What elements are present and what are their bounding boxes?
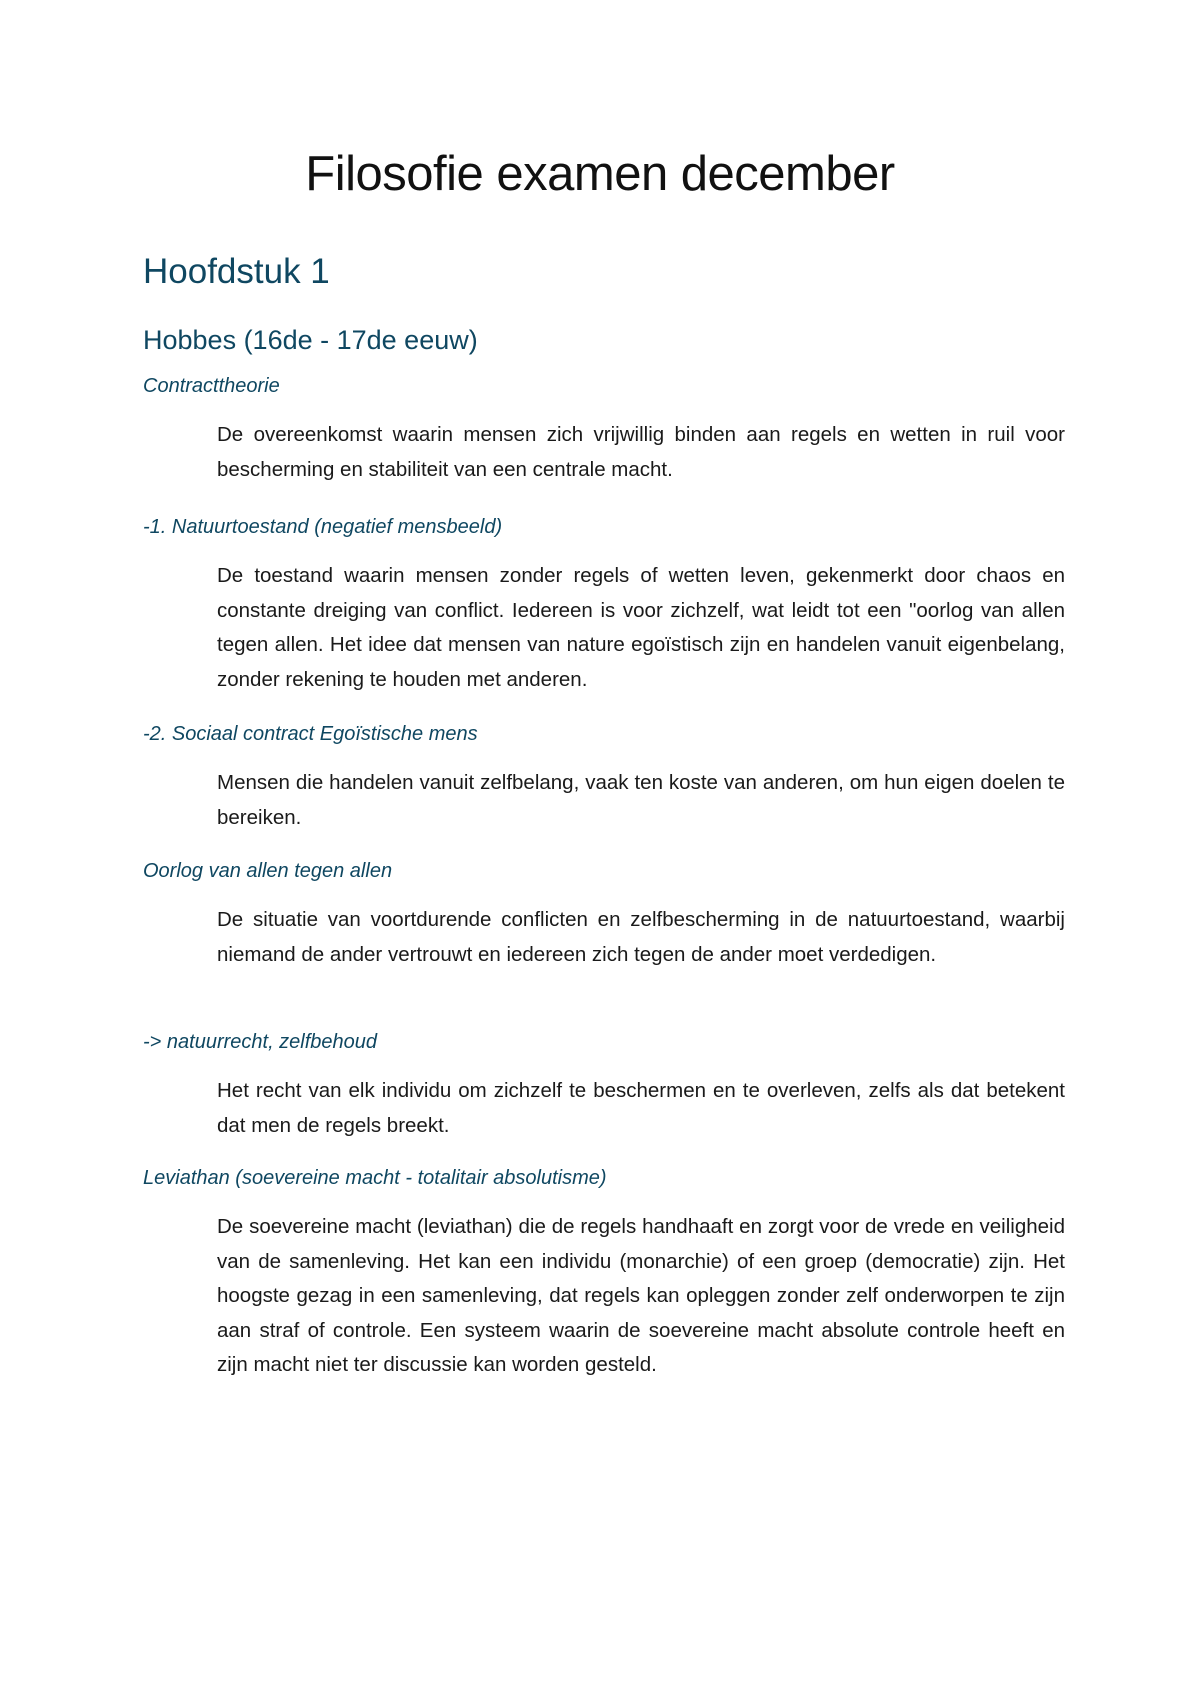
- chapter-heading: Hoofdstuk 1: [143, 252, 330, 291]
- section-oorlog: [143, 857, 1063, 972]
- subheading: -1. Natuurtoestand (negatief mensbeeld): [143, 516, 503, 538]
- paragraph: De overeenkomst waarin mensen zich vrijwillig binden aan regels en wetten in ruil voor bescherming en stabiliteit van een centrale macht.: [217, 423, 1065, 481]
- section-leviathan: [143, 1164, 1063, 1383]
- subheading: -> natuurrecht, zelfbehoud: [143, 1031, 378, 1053]
- section-natuurtoestand: [143, 513, 1063, 697]
- subheading: Oorlog van allen tegen allen: [143, 860, 393, 882]
- subheading: -2. Sociaal contract Egoïstische mens: [143, 723, 478, 745]
- paragraph: De soevereine macht (leviathan) die de regels handhaaft en zorgt voor de vrede en veiligheid van de samenleving. Het kan een individu (monarchie) of een groep (democratie) zijn. Het hoogste gezag in een samenleving, dat regels kan opleggen zonder zelf onderworpen te zijn aan straf of controle. Een systeem waarin de soevereine macht absolute controle heeft en zijn macht niet ter discussie kan worden gesteld.: [217, 1215, 1065, 1376]
- paragraph: De situatie van voortdurende conflicten en zelfbescherming in de natuurtoestand, waarbij niemand de ander vertrouwt en iedereen zich tegen de ander moet verdedigen.: [217, 908, 1065, 966]
- subheading: Contracttheorie: [143, 375, 280, 397]
- section-natuurrecht: [143, 1028, 1063, 1143]
- paragraph: Mensen die handelen vanuit zelfbelang, vaak ten koste van anderen, om hun eigen doelen te bereiken.: [217, 771, 1065, 829]
- paragraph: De toestand waarin mensen zonder regels of wetten leven, gekenmerkt door chaos en constante dreiging van conflict. Iedereen is voor zichzelf, wat leidt tot een "oorlog van allen tegen allen. Het idee dat mensen van nature egoïstisch zijn en handelen vanuit eigenbelang, zonder rekening te houden met anderen.: [217, 564, 1065, 691]
- document-title: Filosofie examen december: [305, 147, 895, 201]
- subheading: Leviathan (soevereine macht - totalitair absolutisme): [143, 1167, 607, 1189]
- section-contracttheorie: [143, 372, 1063, 487]
- paragraph: Het recht van elk individu om zichzelf te beschermen en te overleven, zelfs als dat betekent dat men de regels breekt.: [217, 1079, 1065, 1137]
- section-sociaal-contract: [143, 720, 1063, 835]
- section-heading: Hobbes (16de - 17de eeuw): [143, 325, 478, 355]
